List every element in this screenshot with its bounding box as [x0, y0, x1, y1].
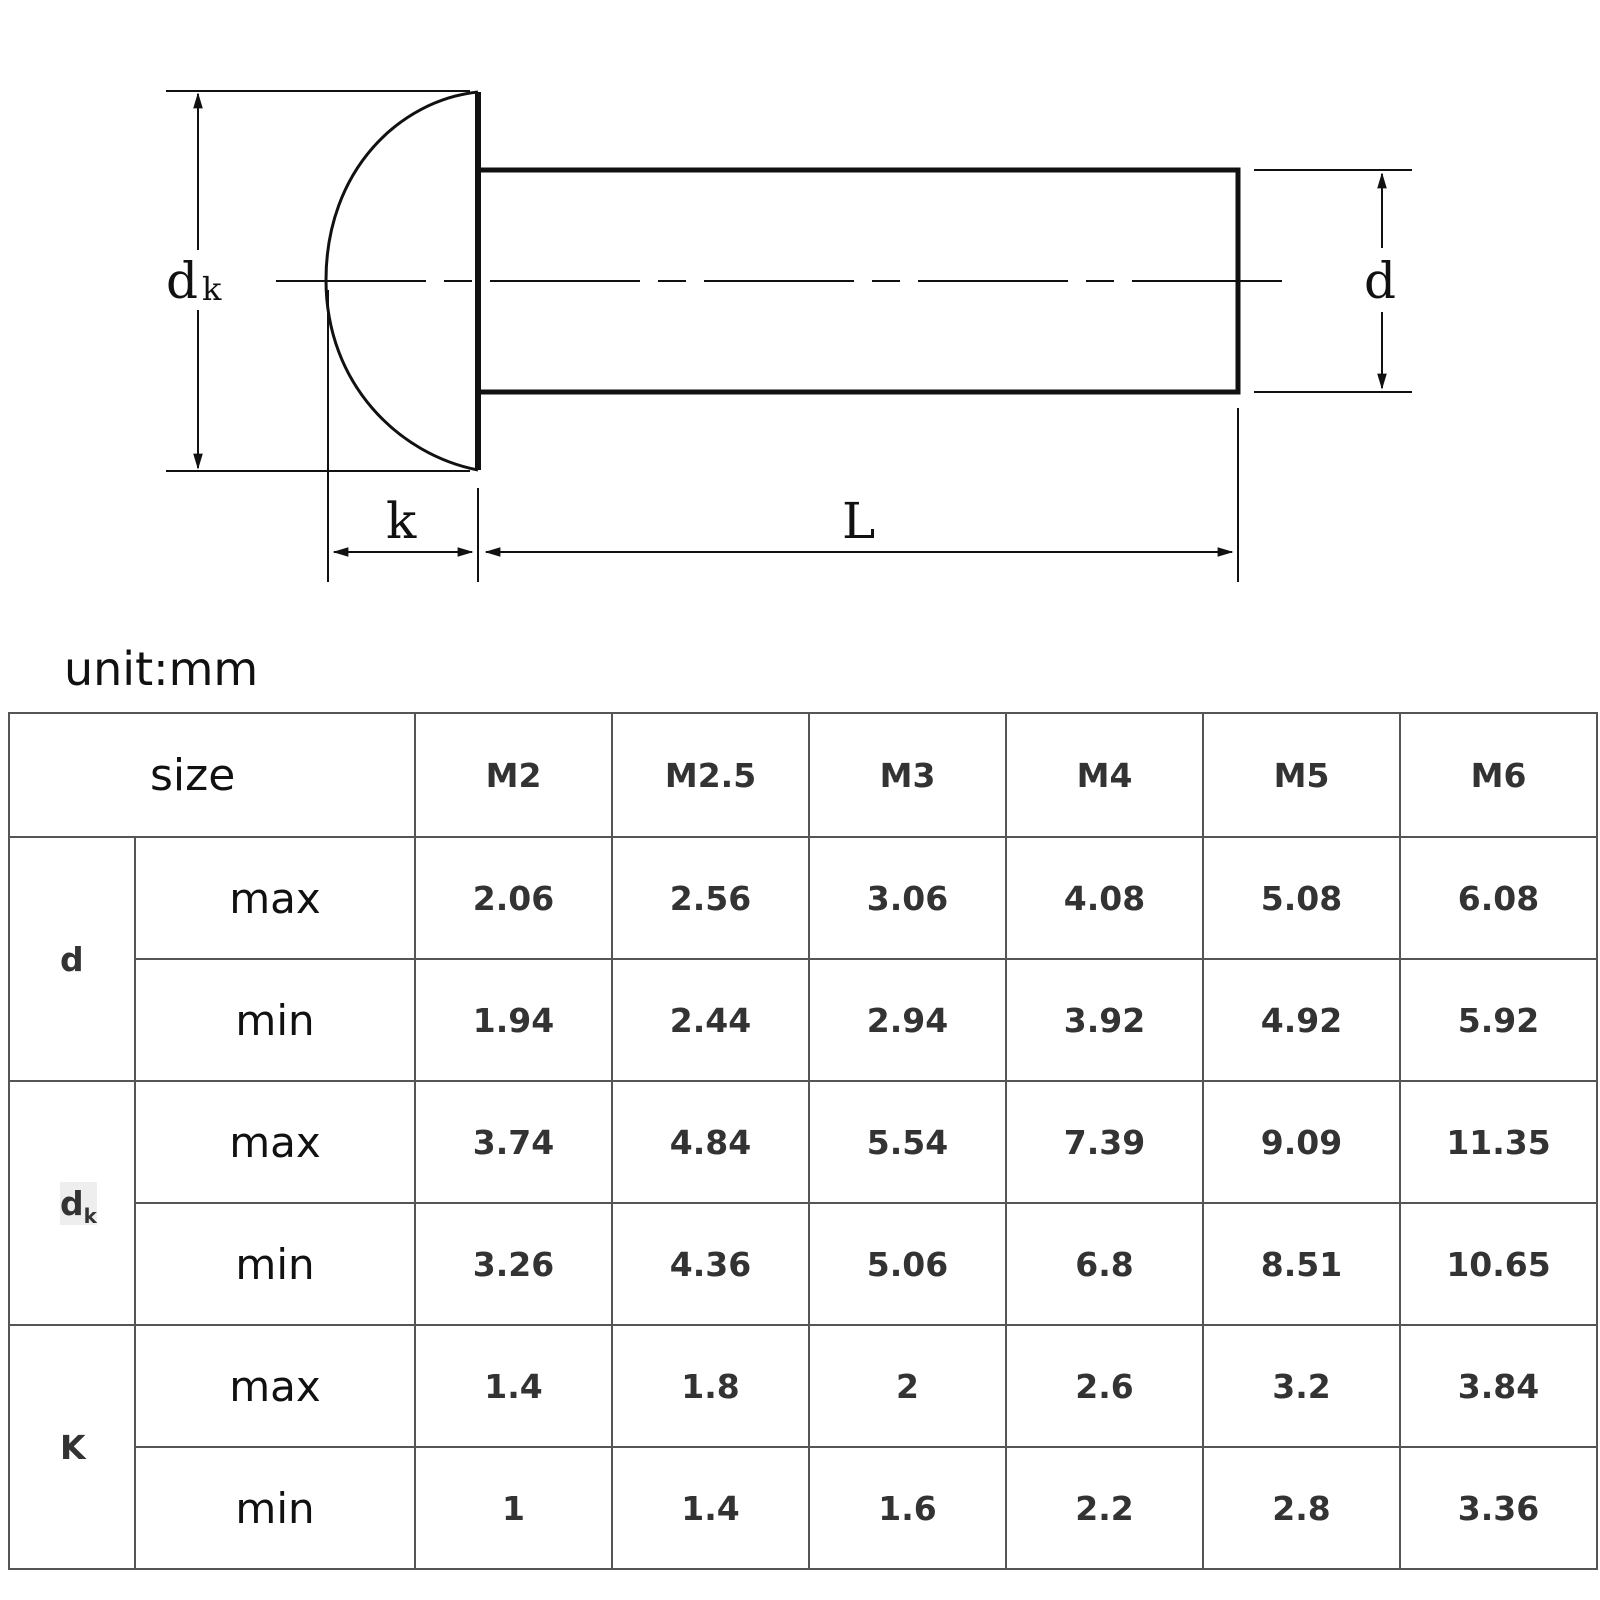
- spec-table: [8, 712, 1598, 1570]
- value-cell: 5.54: [809, 1081, 1006, 1203]
- unit-label: unit:mm: [64, 642, 259, 696]
- value-cell: 3.26: [415, 1203, 612, 1325]
- value-cell: 9.09: [1203, 1081, 1400, 1203]
- limit-cell: max: [135, 1081, 415, 1203]
- limit-cell: max: [135, 1325, 415, 1447]
- svg-text:d: d: [166, 252, 199, 310]
- param-subscript: k: [83, 1203, 97, 1228]
- value-cell: 3.92: [1006, 959, 1203, 1081]
- table-row: [9, 1447, 1597, 1569]
- value-cell: 3.2: [1203, 1325, 1400, 1447]
- svg-text:k: k: [202, 270, 222, 308]
- k-label: k: [386, 492, 417, 550]
- value-cell: 3.06: [809, 837, 1006, 959]
- value-cell: 3.36: [1400, 1447, 1597, 1569]
- value-cell: 2.94: [809, 959, 1006, 1081]
- table-row: [9, 837, 1597, 959]
- table-row: [9, 1203, 1597, 1325]
- value-cell: 4.08: [1006, 837, 1203, 959]
- param-label: d: [60, 1183, 84, 1223]
- value-cell: 4.36: [612, 1203, 809, 1325]
- value-cell: 1: [415, 1447, 612, 1569]
- table-row: [9, 959, 1597, 1081]
- value-cell: 5.06: [809, 1203, 1006, 1325]
- value-cell: 4.92: [1203, 959, 1400, 1081]
- value-cell: 2.56: [612, 837, 809, 959]
- value-cell: 6.08: [1400, 837, 1597, 959]
- dk-label: [166, 252, 222, 310]
- value-cell: 1.4: [415, 1325, 612, 1447]
- size-header-m6: M6: [1400, 713, 1597, 837]
- param-label: K: [60, 1427, 86, 1467]
- value-cell: 5.08: [1203, 837, 1400, 959]
- value-cell: 11.35: [1400, 1081, 1597, 1203]
- table-row: [9, 1325, 1597, 1447]
- value-cell: 1.6: [809, 1447, 1006, 1569]
- value-cell: 1.94: [415, 959, 612, 1081]
- rivet-dimension-diagram: [0, 0, 1600, 620]
- size-header-m3: M3: [809, 713, 1006, 837]
- value-cell: 2.06: [415, 837, 612, 959]
- limit-cell: min: [135, 1203, 415, 1325]
- value-cell: 3.74: [415, 1081, 612, 1203]
- size-header-m4: M4: [1006, 713, 1203, 837]
- value-cell: 2.2: [1006, 1447, 1203, 1569]
- value-cell: 2.8: [1203, 1447, 1400, 1569]
- limit-cell: min: [135, 1447, 415, 1569]
- L-label: L: [842, 492, 876, 550]
- value-cell: 1.8: [612, 1325, 809, 1447]
- value-cell: 1.4: [612, 1447, 809, 1569]
- size-header-m2-5: M2.5: [612, 713, 809, 837]
- value-cell: 7.39: [1006, 1081, 1203, 1203]
- value-cell: 5.92: [1400, 959, 1597, 1081]
- value-cell: 4.84: [612, 1081, 809, 1203]
- value-cell: 10.65: [1400, 1203, 1597, 1325]
- param-cell: [9, 1081, 135, 1325]
- param-label: d: [60, 939, 84, 979]
- param-cell: [9, 1325, 135, 1569]
- value-cell: 6.8: [1006, 1203, 1203, 1325]
- param-cell: [9, 837, 135, 1081]
- value-cell: 8.51: [1203, 1203, 1400, 1325]
- table-row: [9, 1081, 1597, 1203]
- size-header-m2: M2: [415, 713, 612, 837]
- d-label: d: [1364, 252, 1397, 310]
- limit-cell: max: [135, 837, 415, 959]
- size-header-cell: size: [9, 713, 415, 837]
- limit-cell: min: [135, 959, 415, 1081]
- value-cell: 2.6: [1006, 1325, 1203, 1447]
- size-header-m5: M5: [1203, 713, 1400, 837]
- value-cell: 3.84: [1400, 1325, 1597, 1447]
- value-cell: 2.44: [612, 959, 809, 1081]
- value-cell: 2: [809, 1325, 1006, 1447]
- table-header-row: [9, 713, 1597, 837]
